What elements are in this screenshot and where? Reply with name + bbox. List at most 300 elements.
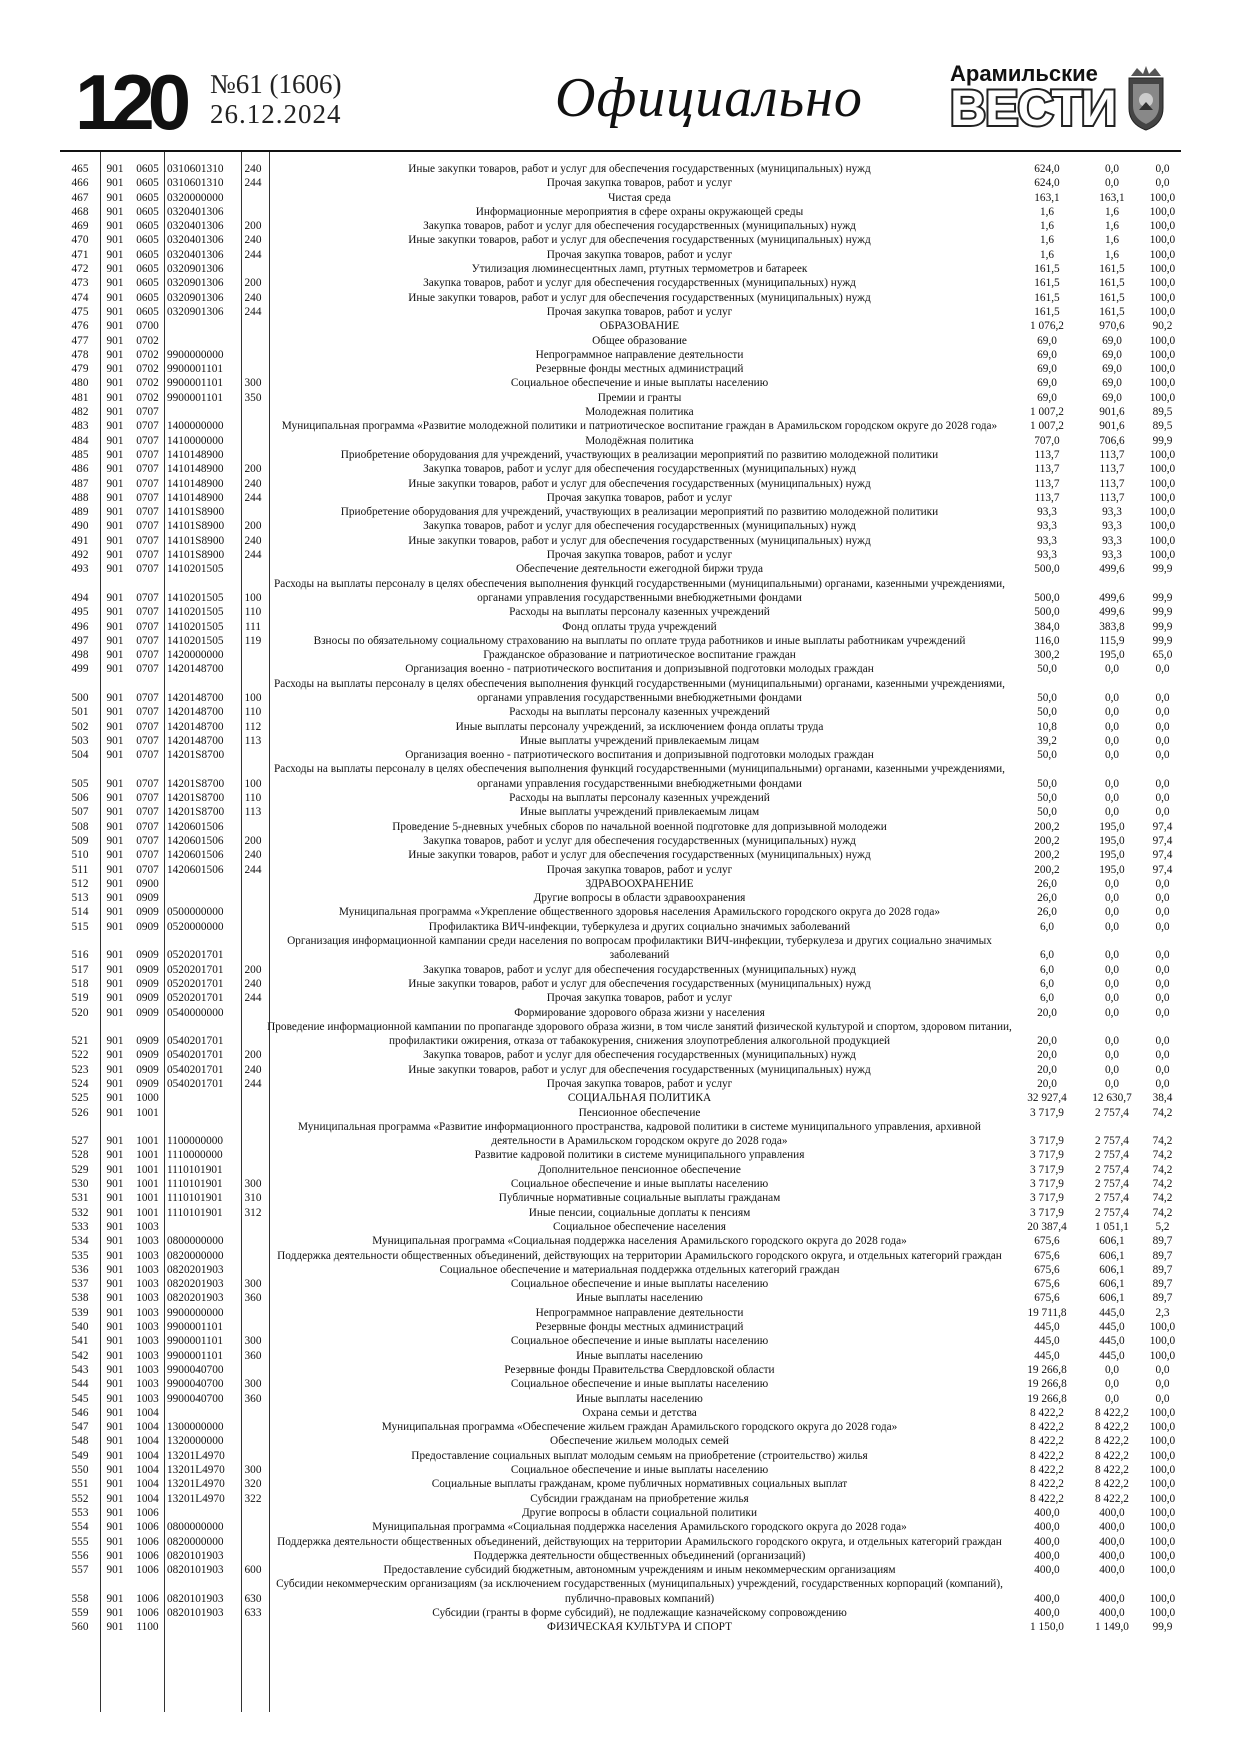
chief-code: 901 [106,992,124,1005]
executed-amount: 93,3 [1102,520,1122,533]
section-code: 0707 [136,777,159,790]
chief-code: 901 [106,1292,124,1305]
planned-amount: 50,0 [1037,806,1057,819]
expense-type [239,648,267,662]
issue-date: 26.12.2024 [210,99,342,129]
executed-amount: 195,0 [1099,834,1125,847]
table-row [60,1577,1183,1606]
chief-code: 901 [106,1220,124,1233]
executed-amount: 93,3 [1102,506,1122,519]
row-number: 493 [71,563,89,576]
row-number: 484 [71,434,89,447]
section-code: 0900 [136,877,159,890]
execution-percent: 97,4 [1152,849,1173,862]
target-article: 14201S8700 [167,806,225,819]
target-article: 14201S8700 [167,777,225,790]
target-article [165,1106,239,1120]
row-number: 533 [71,1220,89,1233]
table-row [60,1177,1183,1191]
chief-code: 901 [106,720,124,733]
logo-main-text: ВЕСТИ [950,80,1116,136]
expense-type: 360 [244,1349,262,1362]
chief-code: 901 [106,1206,124,1219]
section-code: 1004 [136,1435,159,1448]
execution-percent: 0,0 [1155,1049,1170,1062]
line-name: Иные выплаты населению [576,1392,703,1405]
execution-percent: 0,0 [1155,1063,1170,1076]
page-number: 120 [75,58,185,146]
execution-percent: 0,0 [1155,1363,1170,1376]
executed-amount: 1,6 [1104,248,1120,261]
chief-code: 901 [106,949,124,962]
line-name: Социальное обеспечение и иные выплаты населению [510,377,769,390]
execution-percent: 100,0 [1149,1549,1176,1562]
table-row [60,176,1183,190]
chief-code: 901 [106,1106,124,1119]
section-code: 1001 [136,1135,159,1148]
row-number: 498 [71,649,89,662]
executed-amount: 400,0 [1099,1606,1125,1619]
chief-code: 901 [106,663,124,676]
table-row [60,505,1183,519]
table-row [60,548,1183,562]
target-article: 14101S8900 [167,506,225,519]
table-row [60,863,1183,877]
expense-type: 200 [244,220,262,233]
target-article: 1110000000 [167,1149,223,1162]
coat-of-arms-icon [1125,62,1167,132]
executed-amount: 0,0 [1104,1006,1120,1019]
section-code: 0909 [136,963,159,976]
expense-type: 300 [244,1378,262,1391]
chief-code: 901 [106,849,124,862]
target-article: 9900001101 [167,1321,224,1334]
chief-code: 901 [106,1149,124,1162]
planned-amount: 675,6 [1034,1278,1060,1291]
planned-amount: 445,0 [1034,1349,1060,1362]
executed-amount: 1,6 [1104,220,1120,233]
chief-code: 901 [106,491,124,504]
line-name: Расходы на выплаты персоналу в целях обеспечения выполнения функций государственными (муниципальными) органами, казенными учреждениями, органами управления государственными внебюджетными фондами [274,763,1005,790]
expense-type [239,1520,267,1534]
section-code: 1001 [136,1192,159,1205]
executed-amount: 113,7 [1099,463,1125,476]
line-name: Закупка товаров, работ и услуг для обеспечения государственных (муниципальных) нужд [423,834,856,847]
row-number: 479 [71,363,89,376]
execution-percent: 100,0 [1149,1406,1176,1419]
target-article: 1420601506 [167,849,224,862]
row-number: 526 [71,1106,89,1119]
expense-type: 300 [244,1178,262,1191]
row-number: 546 [71,1406,89,1419]
chief-code: 901 [106,320,124,333]
planned-amount: 200,2 [1034,863,1060,876]
row-number: 522 [71,1049,89,1062]
chief-code: 901 [106,1506,124,1519]
section-code: 1003 [136,1349,159,1362]
executed-amount: 499,6 [1099,591,1125,604]
row-number: 469 [71,220,89,233]
section-title: Официально [555,67,863,129]
table-row [60,991,1183,1005]
expense-type [239,920,267,934]
execution-percent: 0,0 [1155,734,1170,747]
table-row [60,677,1183,706]
execution-percent: 97,4 [1152,863,1173,876]
executed-amount: 1 149,0 [1095,1621,1129,1634]
table-row [60,1334,1183,1348]
planned-amount: 400,0 [1034,1592,1060,1605]
planned-amount: 6,0 [1039,963,1055,976]
table-row [60,905,1183,919]
execution-percent: 100,0 [1149,263,1176,276]
target-article: 0800000000 [167,1521,224,1534]
chief-code: 901 [106,777,124,790]
execution-percent: 89,5 [1152,420,1173,433]
planned-amount: 500,0 [1034,606,1060,619]
target-article [165,405,239,419]
section-code: 0707 [136,420,159,433]
chief-code: 901 [106,877,124,890]
execution-percent: 99,9 [1152,434,1173,447]
executed-amount: 93,3 [1102,549,1122,562]
executed-amount: 2 757,4 [1095,1135,1129,1148]
target-article: 0520201701 [167,949,224,962]
executed-amount: 8 422,2 [1095,1435,1129,1448]
planned-amount: 624,0 [1034,177,1060,190]
target-article: 0540201701 [167,1063,224,1076]
expense-type [239,1620,267,1634]
executed-amount: 0,0 [1104,1378,1120,1391]
chief-code: 901 [106,463,124,476]
line-name: Поддержка деятельности общественных объединений (организаций) [473,1549,806,1562]
executed-amount: 115,9 [1099,634,1125,647]
table-row [60,805,1183,819]
line-name: Публичные нормативные социальные выплаты гражданам [498,1192,781,1205]
target-article: 0320901306 [167,291,224,304]
executed-amount: 195,0 [1099,820,1125,833]
table-row [60,1234,1183,1248]
chief-code: 901 [106,1306,124,1319]
planned-amount: 50,0 [1037,792,1057,805]
expense-type [239,434,267,448]
line-name: Обеспечение жильем молодых семей [550,1435,729,1448]
execution-percent: 0,0 [1155,163,1170,175]
table-row [60,305,1183,319]
planned-amount: 19 266,8 [1027,1392,1067,1405]
planned-amount: 50,0 [1037,706,1057,719]
executed-amount: 0,0 [1104,949,1120,962]
execution-percent: 100,0 [1149,334,1176,347]
executed-amount: 8 422,2 [1095,1478,1129,1491]
executed-amount: 499,6 [1099,606,1125,619]
target-article: 0500000000 [167,906,224,919]
expense-type [239,362,267,376]
section-code: 1003 [136,1335,159,1348]
chief-code: 901 [106,477,124,490]
table-row [60,1306,1183,1320]
target-article: 0320401306 [167,248,224,261]
expense-type: 100 [244,691,262,704]
line-name: Прочая закупка товаров, работ и услуг [546,549,733,562]
chief-code: 901 [106,1321,124,1334]
expense-type: 200 [244,963,262,976]
executed-amount: 195,0 [1099,863,1125,876]
executed-amount: 400,0 [1099,1592,1125,1605]
row-number: 518 [71,977,89,990]
row-number: 560 [71,1621,89,1634]
chief-code: 901 [106,177,124,190]
planned-amount: 39,2 [1037,734,1057,747]
chief-code: 901 [106,1063,124,1076]
planned-amount: 675,6 [1034,1263,1060,1276]
executed-amount: 163,1 [1099,191,1125,204]
row-number: 551 [71,1478,89,1491]
planned-amount: 116,0 [1034,634,1060,647]
chief-code: 901 [106,1464,124,1477]
section-code: 0707 [136,406,159,419]
execution-percent: 100,0 [1149,448,1176,461]
target-article: 0320401306 [167,205,224,218]
line-name: Закупка товаров, работ и услуг для обеспечения государственных (муниципальных) нужд [423,220,856,233]
row-number: 491 [71,534,89,547]
target-article: 1420148700 [167,720,224,733]
chief-code: 901 [106,220,124,233]
line-name: Социальное обеспечение и иные выплаты населению [510,1464,769,1477]
planned-amount: 69,0 [1037,348,1057,361]
table-row [60,577,1183,606]
planned-amount: 113,7 [1034,448,1060,461]
target-article: 14101S8900 [167,520,225,533]
execution-percent: 99,9 [1152,563,1173,576]
execution-percent: 0,0 [1155,777,1170,790]
section-code: 1006 [136,1606,159,1619]
line-name: Социальное обеспечение населения [553,1220,726,1233]
planned-amount: 8 422,2 [1030,1464,1064,1477]
expense-type [239,348,267,362]
section-code: 0707 [136,792,159,805]
section-code: 0707 [136,649,159,662]
row-number: 480 [71,377,89,390]
chief-code: 901 [106,863,124,876]
section-code: 0605 [136,205,159,218]
expense-type [239,1320,267,1334]
execution-percent: 100,0 [1149,1592,1176,1605]
row-number: 558 [71,1592,89,1605]
line-name: Обеспечение деятельности ежегодной биржи труда [515,563,764,576]
line-name: Поддержка деятельности общественных объединений, действующих на территории Арамильского городского округа, и отдельных категорий граждан [277,1535,1002,1548]
execution-percent: 100,0 [1149,1478,1176,1491]
expense-type: 100 [244,777,262,790]
target-article: 0320000000 [167,191,224,204]
expense-type [239,820,267,834]
table-row [60,1449,1183,1463]
planned-amount: 20,0 [1037,1049,1057,1062]
expense-type [239,1434,267,1448]
table-row [60,1191,1183,1205]
expense-type [239,319,267,333]
executed-amount: 445,0 [1099,1349,1125,1362]
table-row [60,605,1183,619]
row-number: 482 [71,406,89,419]
chief-code: 901 [106,1435,124,1448]
row-number: 535 [71,1249,89,1262]
target-article: 1420601506 [167,820,224,833]
execution-percent: 0,0 [1155,877,1170,890]
section-code: 1006 [136,1521,159,1534]
section-code: 0909 [136,949,159,962]
line-name: Непрограммное направление деятельности [535,1306,744,1319]
execution-percent: 74,2 [1152,1149,1173,1162]
row-number: 520 [71,1006,89,1019]
expense-type [239,1406,267,1420]
execution-percent: 100,0 [1149,205,1176,218]
row-number: 532 [71,1206,89,1219]
planned-amount: 69,0 [1037,334,1057,347]
target-article: 1110101901 [167,1206,223,1219]
table-row [60,1320,1183,1334]
chief-code: 901 [106,377,124,390]
target-article: 0320401306 [167,220,224,233]
section-code: 0707 [136,706,159,719]
table-row [60,519,1183,533]
executed-amount: 0,0 [1104,806,1120,819]
row-number: 495 [71,606,89,619]
section-code: 1003 [136,1235,159,1248]
row-number: 494 [71,591,89,604]
line-name: Муниципальная программа «Развитие молодежной политики и патриотическое воспитание граждан в Арамильском городском округе до 2028 года» [281,420,998,433]
table-row [60,319,1183,333]
table-row [60,405,1183,419]
target-article: 1420000000 [167,649,224,662]
chief-code: 901 [106,305,124,318]
target-article: 1410201505 [167,620,224,633]
table-row [60,334,1183,348]
target-article: 0820201903 [167,1263,224,1276]
executed-amount: 93,3 [1102,534,1122,547]
execution-percent: 89,7 [1152,1263,1173,1276]
expense-type [239,662,267,676]
executed-amount: 0,0 [1104,691,1120,704]
section-code: 0605 [136,248,159,261]
executed-amount: 2 757,4 [1095,1163,1129,1176]
section-code: 1003 [136,1249,159,1262]
row-number: 556 [71,1549,89,1562]
table-row [60,205,1183,219]
row-number: 521 [71,1035,89,1048]
chief-code: 901 [106,334,124,347]
line-name: Расходы на выплаты персоналу казенных учреждений [509,706,770,719]
section-code: 0909 [136,920,159,933]
chief-code: 901 [106,1621,124,1634]
executed-amount: 400,0 [1099,1535,1125,1548]
section-code: 0707 [136,534,159,547]
target-article: 14201S8700 [167,792,225,805]
execution-percent: 99,9 [1152,1621,1173,1634]
executed-amount: 0,0 [1104,163,1120,175]
expense-type: 244 [244,248,262,261]
planned-amount: 8 422,2 [1030,1406,1064,1419]
expense-type [239,1363,267,1377]
execution-percent: 100,0 [1149,1535,1176,1548]
execution-percent: 100,0 [1149,534,1176,547]
target-article [165,877,239,891]
target-article: 1410148900 [167,477,224,490]
expense-type [239,191,267,205]
section-code: 1003 [136,1321,159,1334]
planned-amount: 20,0 [1037,1006,1057,1019]
table-row [60,1434,1183,1448]
section-code: 0707 [136,663,159,676]
section-code: 0702 [136,377,159,390]
chief-code: 901 [106,234,124,247]
line-name: Приобретение оборудования для учреждений, участвующих в реализации мероприятий по развитию молодежной политики [340,448,939,461]
expense-type [239,1249,267,1263]
table-row [60,1063,1183,1077]
planned-amount: 400,0 [1034,1506,1060,1519]
table-row [60,648,1183,662]
planned-amount: 8 422,2 [1030,1478,1064,1491]
row-number: 555 [71,1535,89,1548]
execution-percent: 97,4 [1152,820,1173,833]
section-code: 0605 [136,277,159,290]
row-number: 537 [71,1278,89,1291]
expense-type [239,1549,267,1563]
executed-amount: 0,0 [1104,749,1120,762]
section-code: 0605 [136,191,159,204]
executed-amount: 0,0 [1104,1363,1120,1376]
execution-percent: 89,5 [1152,406,1173,419]
chief-code: 901 [106,191,124,204]
line-name: Молодёжная политика [585,434,694,447]
execution-percent: 100,0 [1149,491,1176,504]
chief-code: 901 [106,1049,124,1062]
executed-amount: 383,8 [1099,620,1125,633]
section-code: 0707 [136,563,159,576]
table-row [60,620,1183,634]
target-article: 1420148700 [167,734,224,747]
target-article: 9900040700 [167,1392,224,1405]
row-number: 472 [71,263,89,276]
target-article: 9900000000 [167,1306,224,1319]
planned-amount: 161,5 [1034,263,1060,276]
executed-amount: 2 757,4 [1095,1206,1129,1219]
line-name: Резервные фонды местных администраций [535,1321,744,1334]
execution-percent: 100,0 [1149,191,1176,204]
target-article: 0820101903 [167,1592,224,1605]
execution-percent: 89,7 [1152,1235,1173,1248]
planned-amount: 20 387,4 [1027,1220,1067,1233]
execution-percent: 0,0 [1155,1035,1170,1048]
planned-amount: 69,0 [1037,391,1057,404]
section-code: 1004 [136,1449,159,1462]
line-name: Прочая закупка товаров, работ и услуг [546,248,733,261]
expense-type: 240 [244,849,262,862]
table-row [60,219,1183,233]
execution-percent: 100,0 [1149,463,1176,476]
planned-amount: 163,1 [1034,191,1060,204]
expense-type: 240 [244,234,262,247]
chief-code: 901 [106,649,124,662]
target-article: 13201L4970 [167,1478,225,1491]
execution-percent: 99,9 [1152,634,1173,647]
row-number: 534 [71,1235,89,1248]
row-number: 549 [71,1449,89,1462]
line-name: Прочая закупка товаров, работ и услуг [546,992,733,1005]
executed-amount: 606,1 [1099,1278,1125,1291]
planned-amount: 32 927,4 [1027,1092,1067,1105]
section-code: 1004 [136,1478,159,1491]
